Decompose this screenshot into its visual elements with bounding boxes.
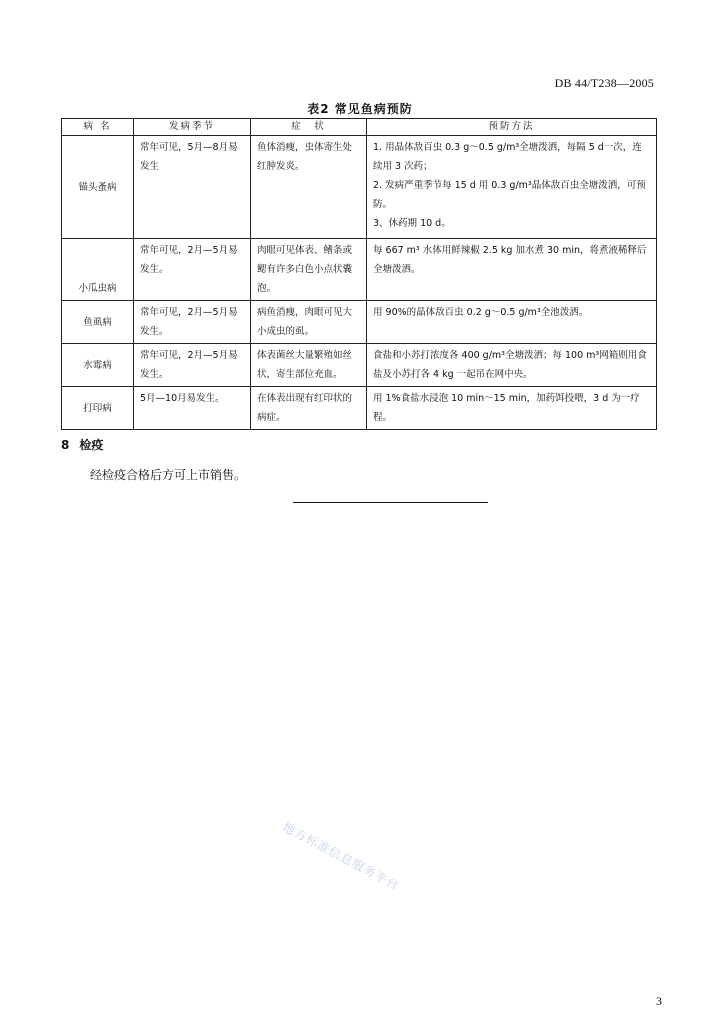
prevention-step: 用 1%食盐水浸泡 10 min～15 min，加药饵投喂，3 d 为一疗程。	[373, 393, 640, 423]
table-row	[62, 301, 657, 344]
fish-disease-table	[61, 118, 657, 430]
prevention-step: 1. 用晶体敌百虫 0.3 g～0.5 g/m³全塘泼洒，每隔 5 d一次，连续用 3 次药；	[373, 142, 642, 172]
prevention-step: 食盐和小苏打浓度各 400 g/m³全塘泼洒；每 100 m³网箱则用食盐及小苏打各 4 kg 一起吊在网中央。	[373, 350, 647, 380]
section-title: 检疫	[79, 438, 104, 452]
disease-name: 鱼虱病	[62, 301, 134, 344]
column-header-prevention: 预防方法	[367, 119, 657, 136]
column-header-name: 病 名	[62, 119, 134, 136]
disease-symptom: 在体表出现有红印状的病症。	[251, 387, 367, 430]
disease-season: 常年可见，2月—5月易发生。	[134, 301, 251, 344]
section-number: 8	[61, 438, 70, 452]
prevention-step: 每 667 m³ 水体用鲜辣椒 2.5 kg 加水煮 30 min，将煮液稀释后全塘泼洒。	[373, 245, 647, 275]
table-row	[62, 344, 657, 387]
disease-season: 5月—10月易发生。	[134, 387, 251, 430]
prevention-step: 用 90%的晶体敌百虫 0.2 g～0.5 g/m³全池泼洒。	[373, 307, 589, 318]
watermark: 地方标准信息服务平台	[280, 819, 402, 894]
table-row	[62, 387, 657, 430]
table-title: 表2 常见鱼病预防	[307, 102, 413, 116]
section-heading	[61, 436, 103, 453]
disease-season: 常年可见，2月—5月易发生。	[134, 239, 251, 301]
prevention-step: 2. 发病严重季节每 15 d 用 0.3 g/m³晶体敌百虫全塘泼洒，可预防。	[373, 180, 646, 210]
disease-symptom: 鱼体消瘦，虫体寄生处红肿发炎。	[251, 136, 367, 239]
disease-symptom: 体表菌丝大量繁殖如丝状，寄生部位充血。	[251, 344, 367, 387]
disease-prevention	[367, 239, 657, 301]
column-header-symptom: 症 状	[251, 119, 367, 136]
page-number: 3	[656, 994, 662, 1008]
disease-symptom: 肉眼可见体表、鳍条或鳃有许多白色小点状囊泡。	[251, 239, 367, 301]
column-header-season: 发病季节	[134, 119, 251, 136]
prevention-step: 3、休药期 10 d。	[373, 218, 451, 229]
disease-name: 小瓜虫病	[62, 239, 134, 301]
section-body: 经检疫合格后方可上市销售。	[90, 468, 247, 482]
disease-name: 水霉病	[62, 344, 134, 387]
disease-prevention	[367, 301, 657, 344]
disease-symptom: 病鱼消瘦，肉眼可见大小成虫的虱。	[251, 301, 367, 344]
disease-season: 常年可见，5月—8月易发生	[134, 136, 251, 239]
table-row	[62, 239, 657, 301]
disease-prevention	[367, 136, 657, 239]
disease-name: 锚头蚤病	[62, 136, 134, 239]
end-rule-divider	[293, 502, 488, 503]
disease-prevention	[367, 387, 657, 430]
disease-prevention	[367, 344, 657, 387]
document-code: DB 44/T238—2005	[554, 76, 654, 90]
table-row	[62, 136, 657, 239]
disease-name: 打印病	[62, 387, 134, 430]
disease-season: 常年可见，2月—5月易发生。	[134, 344, 251, 387]
table-header-row	[62, 119, 657, 136]
